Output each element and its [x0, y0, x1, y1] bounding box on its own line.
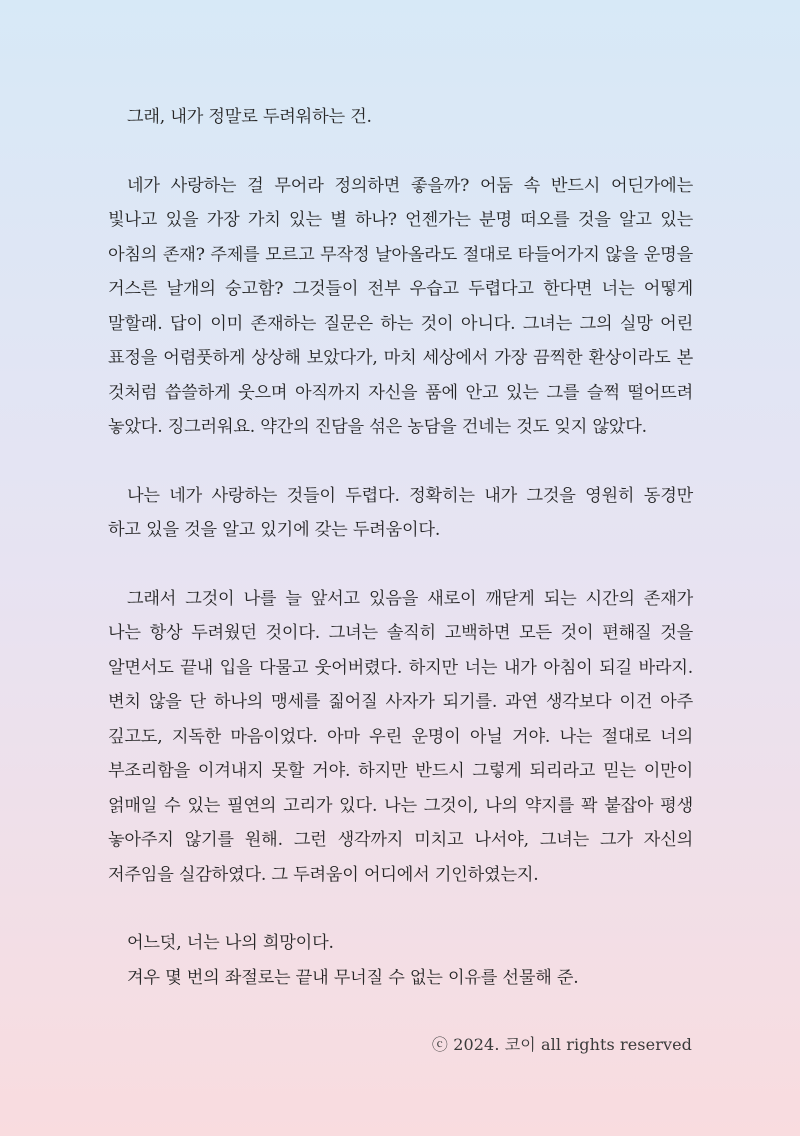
paragraph-3: 나는 네가 사랑하는 것들이 두렵다. 정확히는 내가 그것을 영원히 동경만 하고 있을 것을 알고 있기에 갖는 두려움이다. [108, 485, 693, 540]
paragraph-1: 그래, 내가 정말로 두려워하는 건. [127, 107, 372, 127]
paragraph-4: 그래서 그것이 나를 늘 앞서고 있음을 새로이 깨닫게 되는 시간의 존재가 나는 항상 두려웠던 것이다. 그녀는 솔직히 고백하면 모든 것이 편해질 것을 알면서도 끝내 입을 다물고 웃어버렸다. 하지만 너는 내가 아침이 되길 바라지. 변치 않을 단 하나의 맹세를 짊어질 사자가 되기를. 과연 생각보다 이건 아주 깊고도, 지독한 마음이었다. 아마 우린 운명이 아닐 거야. 나는 절대로 너의 부조리함을 이겨내지 못할 거야. 하지만 반드시 그렇게 되리라고 믿는 이만이 얽매일 수 있는 필연의 고리가 있다. 나는 그것이, 나의 약지를 꽉 붙잡아 평생 놓아주지 않기를 원해. 그런 생각까지 미치고 나서야, 그녀는 그가 자신의 저주임을 실감하였다. 그 두려움이 어디에서 기인하였는지. [108, 588, 693, 885]
copyright-notice: ⓒ 2024. 코이 all rights reserved [431, 1035, 692, 1054]
paragraph-2: 네가 사랑하는 걸 무어라 정의하면 좋을까? 어둠 속 반드시 어딘가에는 빛나고 있을 가장 가치 있는 별 하나? 언젠가는 분명 떠오를 것을 알고 있는 아침의 존재? 주제를 모르고 무작정 날아올라도 절대로 타들어가지 않을 운명을 거스른 날개의 숭고함? 그것들이 전부 우습고 두렵다고 한다면 너는 어떻게 말할래. 답이 이미 존재하는 질문은 하는 것이 아니다. 그녀는 그의 실망 어린 표정을 어렴풋하게 상상해 보았다가, 마치 세상에서 가장 끔찍한 환상이라도 본 것처럼 씁쓸하게 웃으며 아직까지 자신을 품에 안고 있는 그를 슬쩍 떨어뜨려 놓았다. 징그러워요. 약간의 진담을 섞은 농담을 건네는 것도 잊지 않았다. [108, 175, 693, 437]
closing-lines [108, 926, 693, 995]
closing-line-1: 어느덧, 너는 나의 희망이다. [127, 933, 334, 953]
closing-line-2: 겨우 몇 번의 좌절로는 끝내 무너질 수 없는 이유를 선물해 준. [127, 967, 579, 988]
document-body [108, 100, 693, 995]
